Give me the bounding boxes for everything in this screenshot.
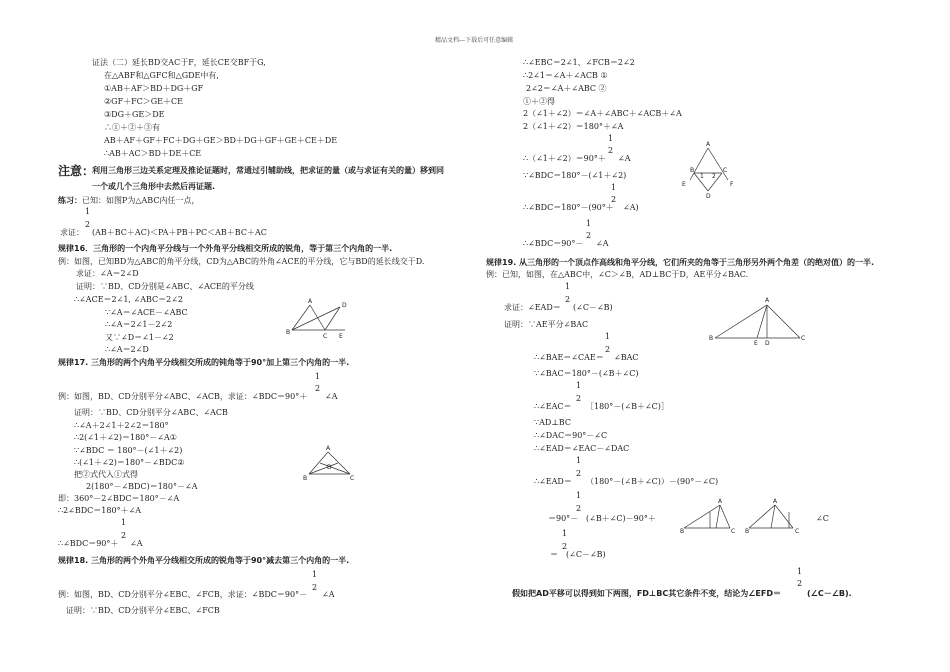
rule17-line: ∴2(∠1＋∠2)＝180°－∠A① — [74, 433, 177, 442]
rule17-conclusion-tail: ∠A — [130, 539, 143, 548]
label-C: C — [801, 335, 806, 342]
rule17-line: ∵∠BDC ＝ 180°－(∠1＋∠2) — [74, 446, 183, 455]
practice-text: 已知：如图P为△ABC内任一点， — [82, 196, 200, 205]
rule16-line: 求证：∠A＝2∠D — [76, 269, 139, 278]
label-A: A — [706, 141, 711, 148]
proof-line: ∵∠BAC＝180°－(∠B＋∠C) — [534, 369, 639, 378]
rule17-example-tail: ∠A — [325, 392, 338, 401]
fraction-den: 2 — [576, 469, 582, 478]
proof-line-tail: (∠C－∠B) — [566, 550, 606, 559]
proof-line: ∴∠EAD＝∠EAC－∠DAC — [534, 444, 630, 453]
label-2: 2 — [712, 173, 716, 180]
proof-line-tail: ∠A — [596, 239, 609, 248]
rule17-figure — [302, 446, 362, 484]
proof-line: 2（∠1＋∠2）＝180°＋∠A — [523, 122, 624, 131]
fraction-num: 1 — [121, 518, 127, 527]
rule17-title: 规律17. 三角形的两个内角平分线相交所成的钝角等于90°加上第三个内角的一半. — [58, 358, 350, 367]
proof-line: ∴∠EBC＝2∠1、∠FCB＝2∠2 — [523, 58, 635, 67]
fraction-den: 2 — [121, 531, 127, 540]
fraction-num: 1 — [312, 570, 318, 579]
label-C: C — [350, 475, 355, 482]
fraction-den: 2 — [797, 579, 803, 588]
label-D: D — [706, 193, 711, 200]
proof-line: 2（∠1＋∠2）＝∠A＋∠ABC＋∠ACB＋∠A — [523, 109, 682, 118]
proof-line: ∴∠DAC＝90°－∠C — [534, 431, 608, 440]
fraction-num: 1 — [565, 282, 571, 291]
prove-label: 求证：∠EAD＝ — [504, 303, 561, 312]
proof-line: ∴AB＋AC＞BD＋DE＋CE — [104, 149, 202, 158]
proof-line: ∴∠BAE＝∠CAE＝ — [534, 353, 604, 362]
note-text: 利用三角形三边关系定理及推论证题时，常通过引辅助线，把求证的量（或与求证有关的量）移到同 — [92, 166, 444, 175]
proof-line-tail: ［180°－(∠B＋∠C)］ — [586, 402, 669, 411]
rule16-title: 规律16．三角形的一个内角平分线与一个外角平分线相交所成的锐角，等于第三个内角的一半. — [58, 244, 393, 253]
rule16-line: ∴∠A＝2∠1－2∠2 — [105, 320, 173, 329]
label-A: A — [773, 498, 778, 505]
rule19-title: 规律19. 从三角形的一个顶点作高线和角平分线，它们所夹的角等于三角形另外两个角差（的绝对值）的一半. — [486, 258, 874, 267]
fraction-num: 1 — [576, 456, 582, 465]
rule17-conclusion: ∴∠BDC＝90°＋ — [58, 539, 119, 548]
rule18-proof: 证明：∵BD、CD分别平分∠EBC、∠FCB — [66, 606, 220, 615]
fraction-num: 1 — [605, 332, 611, 341]
fraction-num: 1 — [315, 372, 321, 381]
proof-line: 证法（二）延长BD交AC于F，延长CE交BF于G, — [92, 58, 266, 67]
label-A: A — [718, 498, 723, 505]
rule17-line: ∴(∠1＋∠2)＝180°－∠BDC② — [74, 458, 185, 467]
note-title: 注意： — [58, 164, 95, 178]
proof-line: ∴∠EAD＝ — [534, 477, 572, 486]
translated-figure-2 — [745, 500, 805, 534]
proof-line: ∴∠EAC＝ — [534, 402, 572, 411]
label-C: C — [731, 528, 736, 535]
proof-line: ＝90°－ — [548, 514, 579, 523]
proof-line-tail: （180°－(∠B＋∠C)）－(90°－∠C) — [586, 477, 719, 486]
fraction-num: 1 — [611, 183, 617, 192]
practice-label: 练习： — [58, 196, 82, 205]
fraction-num: 1 — [576, 381, 582, 390]
label-A: A — [308, 298, 313, 305]
fraction-den: 2 — [565, 295, 571, 304]
label-A: A — [326, 445, 331, 452]
label-1: 1 — [700, 173, 704, 180]
practice-prove-label: 求证： — [60, 228, 84, 237]
label-B: B — [286, 329, 291, 336]
rule17-line: ∴∠A＋2∠1＋2∠2＝180° — [74, 421, 169, 430]
fraction-den: 2 — [562, 542, 568, 551]
translated-figure-1 — [680, 500, 740, 534]
proof-line-end: ∠C — [816, 514, 829, 523]
rule17-line: 即：360°－2∠BDC＝180°－∠A — [58, 494, 180, 503]
proof-line: ①＋②得 — [523, 97, 555, 106]
label-D: D — [327, 464, 332, 471]
label-C: C — [323, 333, 328, 340]
label-D: D — [342, 302, 347, 309]
rule16-line: ∴∠A＝2∠D — [105, 345, 149, 354]
label-E: E — [682, 181, 686, 188]
fraction-num: 1 — [586, 219, 592, 228]
proof-line: ∵AD⊥BC — [534, 418, 571, 427]
rule19-figure — [705, 298, 815, 348]
note-text: 一个或几个三角形中去然后再证题. — [92, 182, 216, 191]
rule17-line: ∴2∠BDC＝180°＋∠A — [58, 506, 142, 515]
proof-line: AB＋AF＋GF＋FC＋DG＋GE＞BD＋DG＋GF＋GE＋CE＋DE — [104, 136, 338, 145]
proof-line: 2∠2＝∠A＋∠ABC ② — [526, 84, 607, 93]
rule18-example-tail: ∠A — [322, 590, 335, 599]
proof-label: 证明：∵AE平分∠BAC — [504, 320, 589, 329]
rule18-figure — [680, 142, 740, 198]
rule18-title: 规律18. 三角形的两个外角平分线相交所成的锐角等于90°减去第三个内角的一半. — [58, 556, 350, 565]
fraction-den: 2 — [576, 394, 582, 403]
proof-line: ∴①＋②＋③有 — [104, 123, 160, 132]
proof-line: ∴（∠1＋∠2）＝90°＋ — [523, 154, 606, 163]
label-B: B — [690, 167, 695, 174]
rule19-example: 例：已知，如图，在△ABC中，∠C＞∠B，AD⊥BC于D，AE平分∠BAC. — [486, 270, 749, 279]
proof-line: ①AB＋AF＞BD＋DG＋GF — [104, 84, 204, 93]
rule16-figure — [285, 298, 355, 340]
fraction-den: 2 — [605, 345, 611, 354]
proof-line: ∵∠BDC＝180°－(∠1＋∠2) — [523, 171, 627, 180]
rule17-example: 例：如图，BD、CD分别平分∠ABC、∠ACB，求证：∠BDC＝90°＋ — [58, 392, 308, 401]
rule17-line: 2(180°－∠BDC)＝180°－∠A — [86, 482, 198, 491]
label-B: B — [680, 528, 685, 535]
proof-line-tail: ∠A) — [623, 203, 639, 212]
label-B: B — [745, 528, 750, 535]
proof-line: 在△ABF和△GFC和△GDE中有, — [104, 71, 219, 80]
rule16-line: ∴∠ACE＝2∠1, ∠ABC＝2∠2 — [74, 295, 184, 304]
rule16-line: 又∵∠D＝∠1－∠2 — [105, 333, 174, 342]
label-E: E — [339, 333, 343, 340]
rule17-line: 证明：∵BD、CD分别平分∠ABC、∠ACB — [74, 408, 228, 417]
fraction-den: 2 — [312, 583, 318, 592]
fraction-den: 2 — [315, 384, 321, 393]
label-B: B — [709, 335, 714, 342]
rule16-line: 证明：∵BD、CD分别是∠ABC、∠ACE的平分线 — [76, 282, 254, 291]
label-D: D — [765, 340, 770, 347]
rule18-example: 例：如图，BD、CD分别平分∠EBC、∠FCB，求证：∠BDC＝90°－ — [58, 590, 308, 599]
rule17-line: 把②式代入①式得 — [74, 470, 138, 479]
label-B: B — [303, 475, 308, 482]
fraction-num: 1 — [576, 491, 582, 500]
proof-line-tail: ∠BAC — [614, 353, 639, 362]
proof-line: ∴∠BDC＝180°－(90°＋ — [523, 203, 614, 212]
proof-line-tail: ∠A — [618, 154, 631, 163]
fraction-num: 1 — [608, 134, 614, 143]
proof-line-tail: (∠B＋∠C)－90°＋ — [586, 514, 656, 523]
rule16-line: ∵∠A＝∠ACE－∠ABC — [105, 308, 188, 317]
proof-line: ＝ — [550, 550, 558, 559]
proof-line: ②GF＋FC＞GE＋CE — [104, 97, 183, 106]
fraction-num: 1 — [562, 529, 568, 538]
proof-line: ∴2∠1＝∠A＋∠ACB ① — [523, 71, 608, 80]
final-conclusion: 假如把AD平移可以得到如下两图，FD⊥BC其它条件不变，结论为∠EFD＝ — [512, 589, 781, 598]
fraction-den: 2 — [608, 146, 614, 155]
fraction-den: 2 — [85, 220, 91, 229]
fraction-num: 1 — [85, 207, 91, 216]
label-C: C — [723, 167, 728, 174]
final-conclusion-tail: (∠C－∠B). — [807, 589, 852, 598]
label-C: C — [795, 528, 800, 535]
fraction-num: 1 — [797, 567, 803, 576]
fraction-den: 2 — [586, 231, 592, 240]
label-E: E — [754, 340, 758, 347]
rule16-line: 例：如图，已知BD为△ABC的角平分线，CD为△ABC的外角∠ACE的平分线，它与BD的延长线交于D. — [58, 257, 425, 266]
prove-tail: (∠C－∠B) — [573, 303, 613, 312]
label-A: A — [765, 297, 770, 304]
proof-line: ∴∠BDC＝90°－ — [523, 239, 584, 248]
fraction-den: 2 — [576, 504, 582, 513]
fraction-den: 2 — [611, 195, 617, 204]
page-header: 精品文档---下载后可任意编辑 — [435, 37, 514, 44]
practice-prove: (AB＋BC＋AC)＜PA＋PB＋PC＜AB＋BC＋AC — [92, 228, 267, 237]
proof-line: ③DG＋GE＞DE — [104, 110, 165, 119]
label-F: F — [730, 181, 734, 188]
